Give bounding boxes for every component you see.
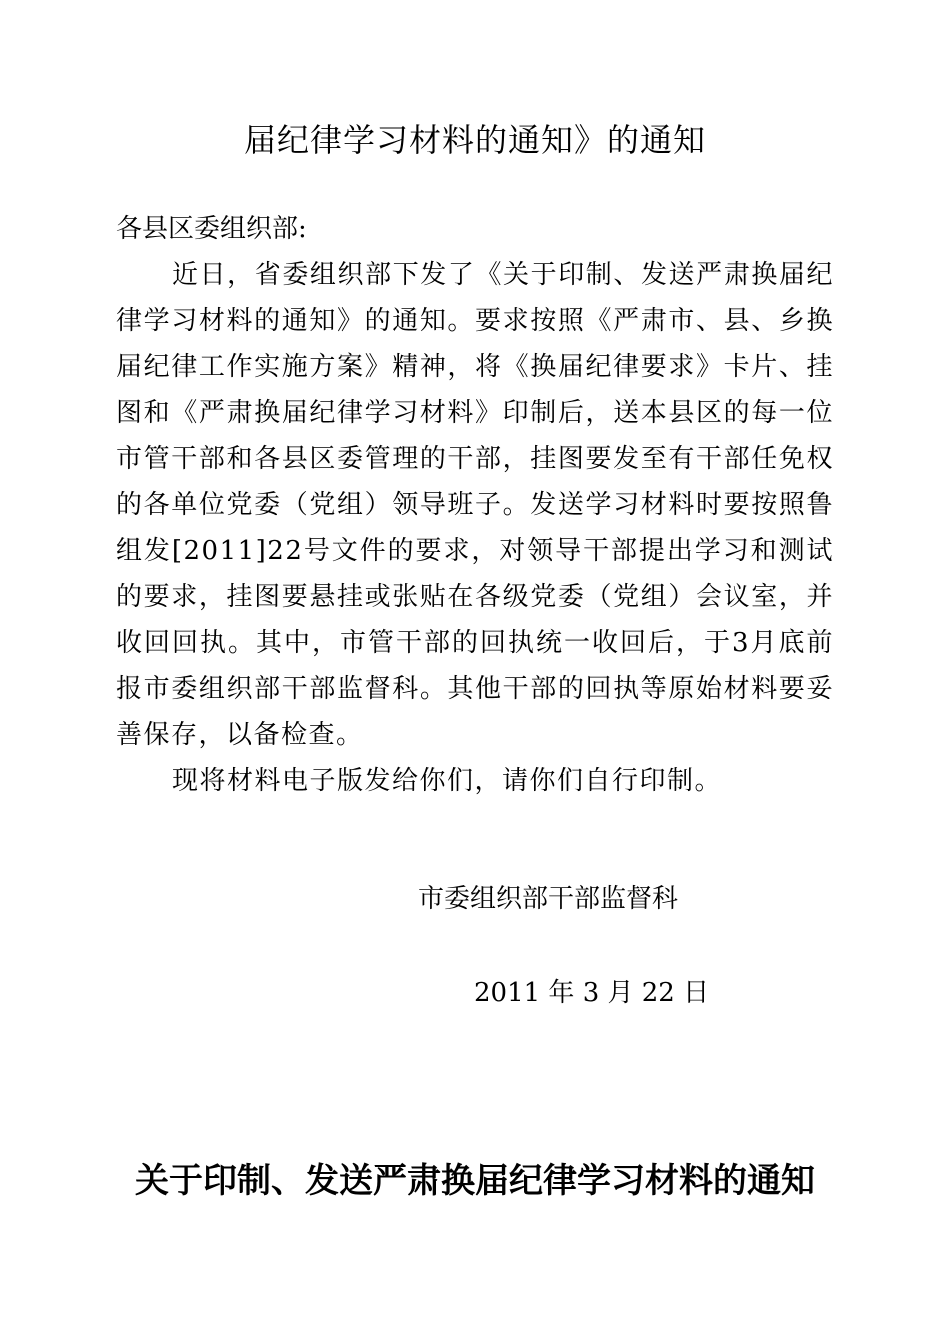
signature: 市委组织部干部监督科 bbox=[418, 884, 679, 914]
letter-body bbox=[116, 206, 834, 804]
salutation: 各县区委组织部: bbox=[116, 214, 307, 244]
section-title: 关于印制、发送严肃换届纪律学习材料的通知 bbox=[135, 1161, 815, 1201]
document-title-continued: 届纪律学习材料的通知》的通知 bbox=[243, 121, 706, 159]
paragraph-main: 近日，省委组织部下发了《关于印制、发送严肃换届纪律学习材料的通知》的通知。要求按照《严肃市、县、乡换届纪律工作实施方案》精神，将《换届纪律要求》卡片、挂图和《严肃换届纪律学习材料》印制后，送本县区的每一位市管干部和各县区委管理的干部，挂图要发至有干部任免权的各单位党委（党组）领导班子。发送学习材料时要按照鲁组发[2011]22号文件的要求，对领导干部提出学习和测试的要求，挂图要悬挂或张贴在各级党委（党组）会议室，并收回回执。其中，市管干部的回执统一收回后，于3月底前报市委组织部干部监督科。其他干部的回执等原始材料要妥善保存，以备检查。 bbox=[116, 260, 834, 750]
paragraph-closing: 现将材料电子版发给你们，请你们自行印制。 bbox=[172, 766, 723, 796]
date: 2011 年 3 月 22 日 bbox=[474, 978, 710, 1008]
